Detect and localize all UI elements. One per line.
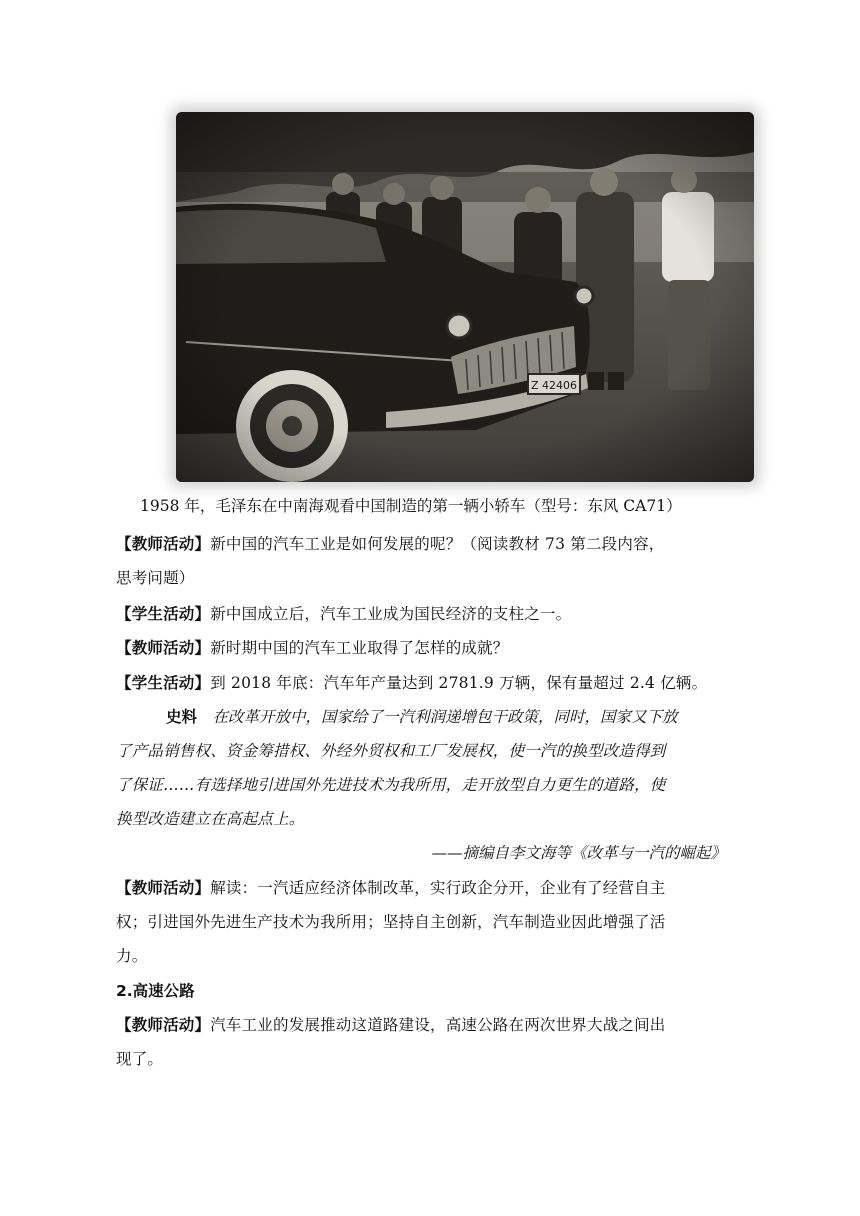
teacher-activity-3-line3: 力。 (116, 947, 148, 965)
section-heading: 2.高速公路 (116, 982, 195, 1000)
activity-tag: 【教师活动】 (116, 535, 211, 553)
student-activity-1: 【学生活动】新中国成立后，汽车工业成为国民经济的支柱之一。 (116, 605, 572, 623)
teacher-activity-3-line2: 权；引进国外先进生产技术为我所用；坚持自主创新，汽车制造业因此增强了活 (116, 913, 666, 931)
teacher-activity-1-cont: 思考问题） (116, 569, 195, 587)
source-line-4: 换型改造建立在高起点上。 (116, 810, 305, 828)
teacher-activity-4-cont: 现了。 (116, 1050, 164, 1068)
teacher-activity-1: 【教师活动】新中国的汽车工业是如何发展的呢？（阅读教材 73 第二段内容， (116, 535, 665, 553)
teacher-activity-3: 【教师活动】解读：一汽适应经济体制改革，实行政企分开，企业有了经营自主 (116, 879, 666, 897)
student-activity-2: 【学生活动】到 2018 年底：汽车年产量达到 2781.9 万辆，保有量超过 2.4 亿辆。 (116, 674, 708, 692)
activity-tag: 【教师活动】 (116, 879, 211, 897)
teacher-activity-4: 【教师活动】汽车工业的发展推动这道路建设，高速公路在两次世界大战之间出 (116, 1016, 666, 1034)
source-line-2: 了产品销售权、资金筹措权、外经外贸权和工厂发展权，使一汽的换型改造得到 (116, 742, 666, 760)
source-attribution: ——摘编自李文海等《改革与一汽的崛起》 (431, 844, 726, 862)
source-line-3: 了保证……有选择地引进国外先进技术为我所用，走开放型自力更生的道路，使 (116, 776, 666, 794)
historical-photo (176, 112, 754, 482)
teacher-activity-2: 【教师活动】新时期中国的汽车工业取得了怎样的成就？ (116, 639, 509, 657)
source-line-1: 史料 在改革开放中，国家给了一汽利润递增包干政策，同时，国家又下放 (166, 707, 678, 726)
activity-tag: 【学生活动】 (116, 605, 211, 623)
activity-tag: 【学生活动】 (116, 674, 211, 692)
activity-tag: 【教师活动】 (116, 1016, 211, 1034)
source-label: 史料 (166, 707, 198, 726)
photo-caption: 1958 年，毛泽东在中南海观看中国制造的第一辆小轿车（型号：东风 CA71） (140, 497, 682, 515)
activity-tag: 【教师活动】 (116, 639, 211, 657)
